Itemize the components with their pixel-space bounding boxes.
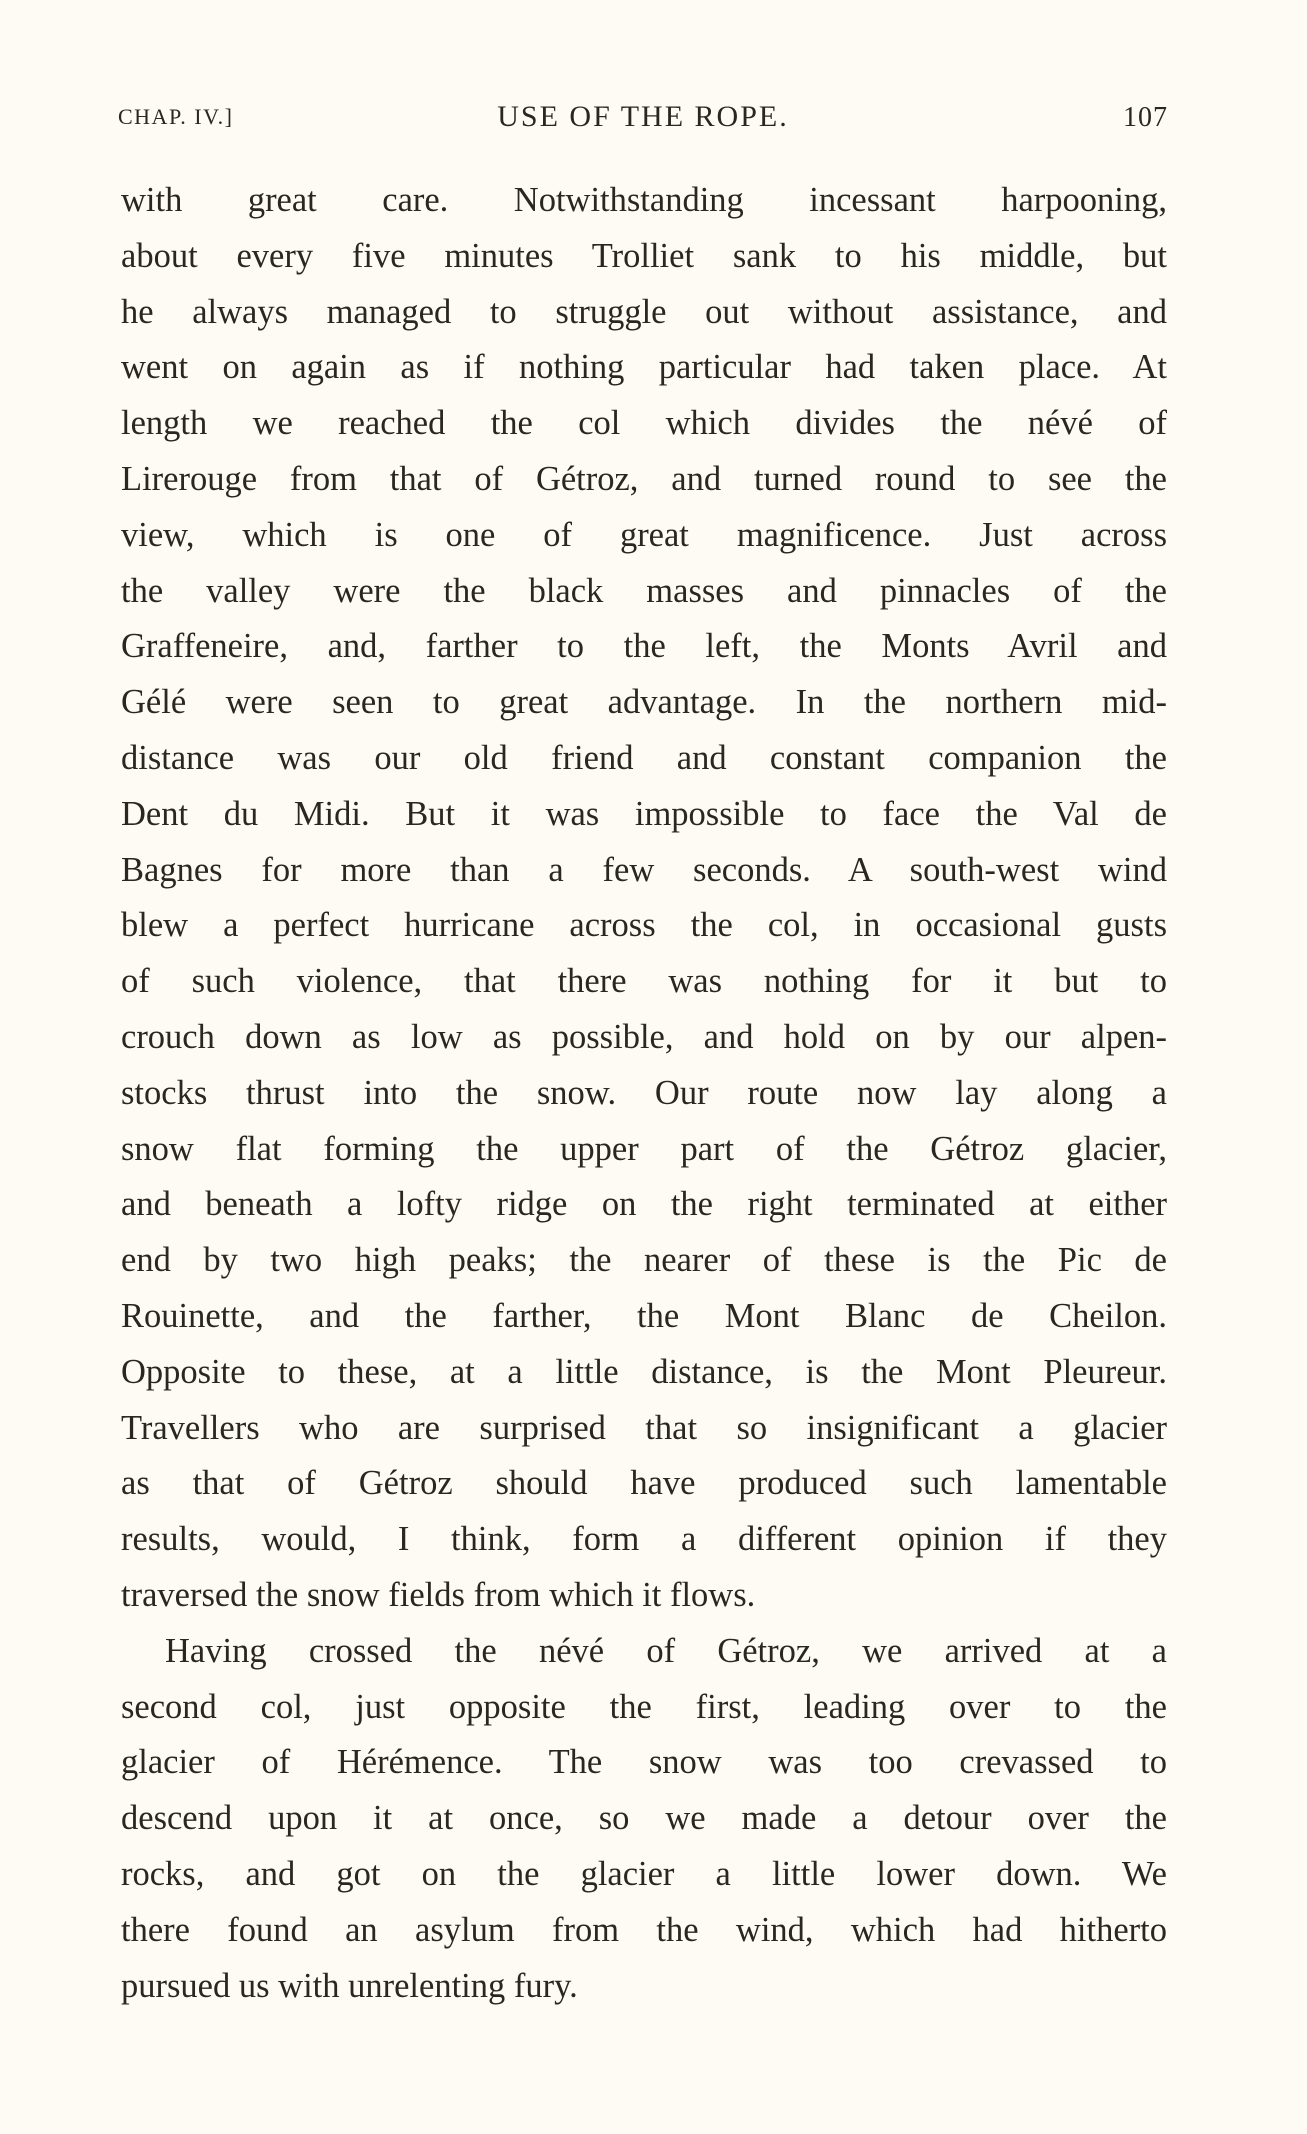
text-line: Travellers who are surprised that so insignificant a glacier — [121, 1408, 1167, 1447]
text-line: length we reached the col which divides the névé of — [121, 404, 1167, 443]
text-line: Gélé were seen to great advantage. In the northern mid- — [121, 683, 1167, 722]
text-line: crouch down as low as possible, and hold on by our alpen- — [121, 1017, 1167, 1056]
text-line: Rouinette, and the farther, the Mont Blanc de Cheilon. — [121, 1296, 1167, 1335]
text-line: Opposite to these, at a little distance, is the Mont Pleureur. — [121, 1352, 1167, 1391]
text-line: results, would, I think, form a different opinion if they — [121, 1520, 1167, 1559]
body-text — [121, 173, 1167, 2014]
text-line: stocks thrust into the snow. Our route now lay along a — [121, 1073, 1167, 1112]
running-head — [118, 100, 1168, 140]
text-line: view, which is one of great magnificence. Just across — [121, 515, 1167, 554]
text-line: descend upon it at once, so we made a detour over the — [121, 1799, 1167, 1838]
text-line: and beneath a lofty ridge on the right terminated at either — [121, 1185, 1167, 1224]
text-line: of such violence, that there was nothing for it but to — [121, 962, 1167, 1001]
text-line: there found an asylum from the wind, which had hitherto — [121, 1910, 1167, 1949]
text-line: with great care. Notwithstanding incessant harpooning, — [121, 181, 1167, 219]
text-line: Having crossed the névé of Gétroz, we arrived at a — [165, 1631, 1167, 1670]
text-line: he always managed to struggle out without assistance, and — [121, 292, 1167, 331]
text-line: Lirerouge from that of Gétroz, and turned round to see the — [121, 459, 1167, 498]
chapter-label: CHAP. IV.] — [118, 104, 234, 129]
text-line: distance was our old friend and constant companion the — [121, 738, 1167, 777]
page-number: 107 — [1123, 102, 1168, 133]
text-line: blew a perfect hurricane across the col, in occasional gusts — [121, 906, 1167, 945]
text-line: about every five minutes Trolliet sank to his middle, but — [121, 236, 1167, 275]
text-line: snow flat forming the upper part of the Gétroz glacier, — [121, 1129, 1167, 1168]
text-line: the valley were the black masses and pinnacles of the — [121, 571, 1167, 610]
text-line: as that of Gétroz should have produced such lamentable — [121, 1464, 1167, 1503]
text-line: Dent du Midi. But it was impossible to face the Val de — [121, 794, 1167, 833]
text-line: end by two high peaks; the nearer of these is the Pic de — [121, 1241, 1167, 1280]
text-line: went on again as if nothing particular had taken place. At — [121, 348, 1167, 387]
running-title: USE OF THE ROPE. — [497, 100, 789, 133]
text-line: Bagnes for more than a few seconds. A south-west wind — [121, 850, 1167, 889]
text-line: pursued us with unrelenting fury. — [121, 1966, 578, 2005]
text-line: traversed the snow fields from which it flows. — [121, 1575, 756, 1614]
text-line: rocks, and got on the glacier a little lower down. We — [121, 1854, 1167, 1893]
text-line: second col, just opposite the first, leading over to the — [121, 1687, 1167, 1726]
text-line: Graffeneire, and, farther to the left, the Monts Avril and — [121, 627, 1167, 666]
text-line: glacier of Hérémence. The snow was too crevassed to — [121, 1743, 1167, 1782]
